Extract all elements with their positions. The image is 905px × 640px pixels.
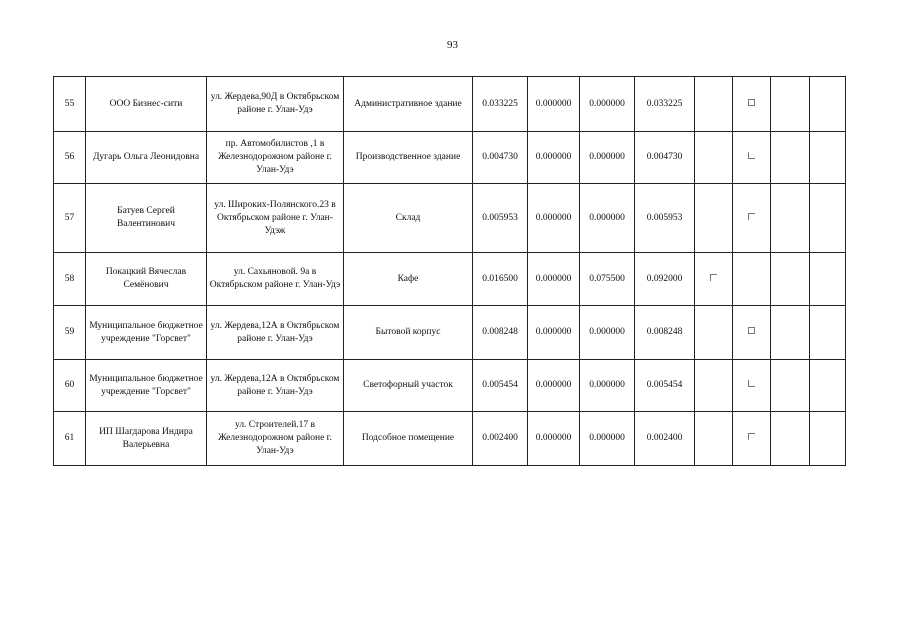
owner-name: Покацкий Вячеслав Семёнович [86, 253, 207, 306]
value-total: 0.002400 [635, 412, 695, 466]
value-1: 0.008248 [473, 306, 528, 360]
value-2: 0.000000 [528, 184, 580, 253]
empty-cell [771, 132, 810, 184]
empty-cell [733, 132, 771, 184]
value-total: 0.008248 [635, 306, 695, 360]
value-total: 0.005953 [635, 184, 695, 253]
owner-name: ООО Бизнес-сити [86, 77, 207, 132]
value-1: 0.004730 [473, 132, 528, 184]
value-2: 0.000000 [528, 306, 580, 360]
empty-cell [695, 184, 733, 253]
row-number: 56 [54, 132, 86, 184]
value-2: 0.000000 [528, 412, 580, 466]
checkbox-mark-icon [748, 380, 755, 387]
table-row [54, 360, 846, 412]
checkbox-mark-icon [710, 274, 717, 281]
owner-name: Муниципальное бюджетное учреждение "Горсвет" [86, 306, 207, 360]
empty-cell [695, 412, 733, 466]
checkbox-mark-icon [748, 327, 755, 334]
empty-cell [771, 77, 810, 132]
value-total: 0.004730 [635, 132, 695, 184]
value-1: 0.002400 [473, 412, 528, 466]
object-address: ул. Широких-Полянского.23 в Октябрьском районе г. Улан-Удэж [207, 184, 344, 253]
owner-name: ИП Шагдарова Индира Валерьевна [86, 412, 207, 466]
table-row [54, 253, 846, 306]
owner-name: Муниципальное бюджетное учреждение "Горсвет" [86, 360, 207, 412]
empty-cell [733, 253, 771, 306]
value-3: 0.000000 [580, 306, 635, 360]
row-number: 58 [54, 253, 86, 306]
value-1: 0.016500 [473, 253, 528, 306]
value-1: 0.033225 [473, 77, 528, 132]
row-number: 60 [54, 360, 86, 412]
value-3: 0.000000 [580, 360, 635, 412]
empty-cell [810, 132, 846, 184]
object-address: ул. Жердева,90Д в Октябрьском районе г. Улан-Удэ [207, 77, 344, 132]
empty-cell [771, 360, 810, 412]
checkbox-mark-icon [748, 213, 755, 220]
value-total: 0.005454 [635, 360, 695, 412]
table-body [54, 77, 846, 466]
value-2: 0.000000 [528, 360, 580, 412]
object-type: Административное здание [344, 77, 473, 132]
table-row [54, 184, 846, 253]
value-3: 0.000000 [580, 77, 635, 132]
object-address: ул. Жердева,12А в Октябрьском районе г. Улан-Удэ [207, 360, 344, 412]
table-row [54, 132, 846, 184]
empty-cell [733, 360, 771, 412]
owner-name: Батуев Сергей Валентинович [86, 184, 207, 253]
empty-cell [810, 412, 846, 466]
empty-cell [810, 253, 846, 306]
empty-cell [695, 77, 733, 132]
value-3: 0.075500 [580, 253, 635, 306]
value-1: 0.005953 [473, 184, 528, 253]
row-number: 59 [54, 306, 86, 360]
owner-name: Дугарь Ольга Леонидовна [86, 132, 207, 184]
checkbox-mark-icon [748, 433, 755, 440]
row-number: 57 [54, 184, 86, 253]
object-type: Склад [344, 184, 473, 253]
table-row [54, 77, 846, 132]
table-row [54, 412, 846, 466]
empty-cell [810, 184, 846, 253]
object-type: Кафе [344, 253, 473, 306]
object-type: Светофорный участок [344, 360, 473, 412]
empty-cell [733, 184, 771, 253]
empty-cell [810, 360, 846, 412]
row-number: 55 [54, 77, 86, 132]
table-row [54, 306, 846, 360]
empty-cell [695, 253, 733, 306]
value-total: 0.033225 [635, 77, 695, 132]
object-address: ул. Строителей.17 в Железнодорожном районе г. Улан-Удэ [207, 412, 344, 466]
value-total: 0.092000 [635, 253, 695, 306]
object-address: ул. Сахьяновой. 9а в Октябрьском районе г. Улан-Удэ [207, 253, 344, 306]
empty-cell [771, 253, 810, 306]
empty-cell [771, 306, 810, 360]
object-type: Бытовой корпус [344, 306, 473, 360]
row-number: 61 [54, 412, 86, 466]
empty-cell [733, 77, 771, 132]
object-type: Производственное здание [344, 132, 473, 184]
object-address: пр. Автомобилистов ,1 в Железнодорожном районе г. Улан-Удэ [207, 132, 344, 184]
value-3: 0.000000 [580, 132, 635, 184]
value-3: 0.000000 [580, 412, 635, 466]
checkbox-mark-icon [748, 152, 755, 159]
registry-table [53, 76, 846, 466]
value-2: 0.000000 [528, 77, 580, 132]
value-3: 0.000000 [580, 184, 635, 253]
empty-cell [810, 77, 846, 132]
empty-cell [695, 306, 733, 360]
object-address: ул. Жердева,12А в Октябрьском районе г. Улан-Удэ [207, 306, 344, 360]
empty-cell [771, 412, 810, 466]
empty-cell [695, 360, 733, 412]
empty-cell [695, 132, 733, 184]
empty-cell [733, 306, 771, 360]
page-number: 93 [447, 39, 458, 51]
checkbox-mark-icon [748, 99, 755, 106]
value-2: 0.000000 [528, 132, 580, 184]
value-2: 0.000000 [528, 253, 580, 306]
empty-cell [810, 306, 846, 360]
object-type: Подсобное помещение [344, 412, 473, 466]
value-1: 0.005454 [473, 360, 528, 412]
empty-cell [733, 412, 771, 466]
empty-cell [771, 184, 810, 253]
